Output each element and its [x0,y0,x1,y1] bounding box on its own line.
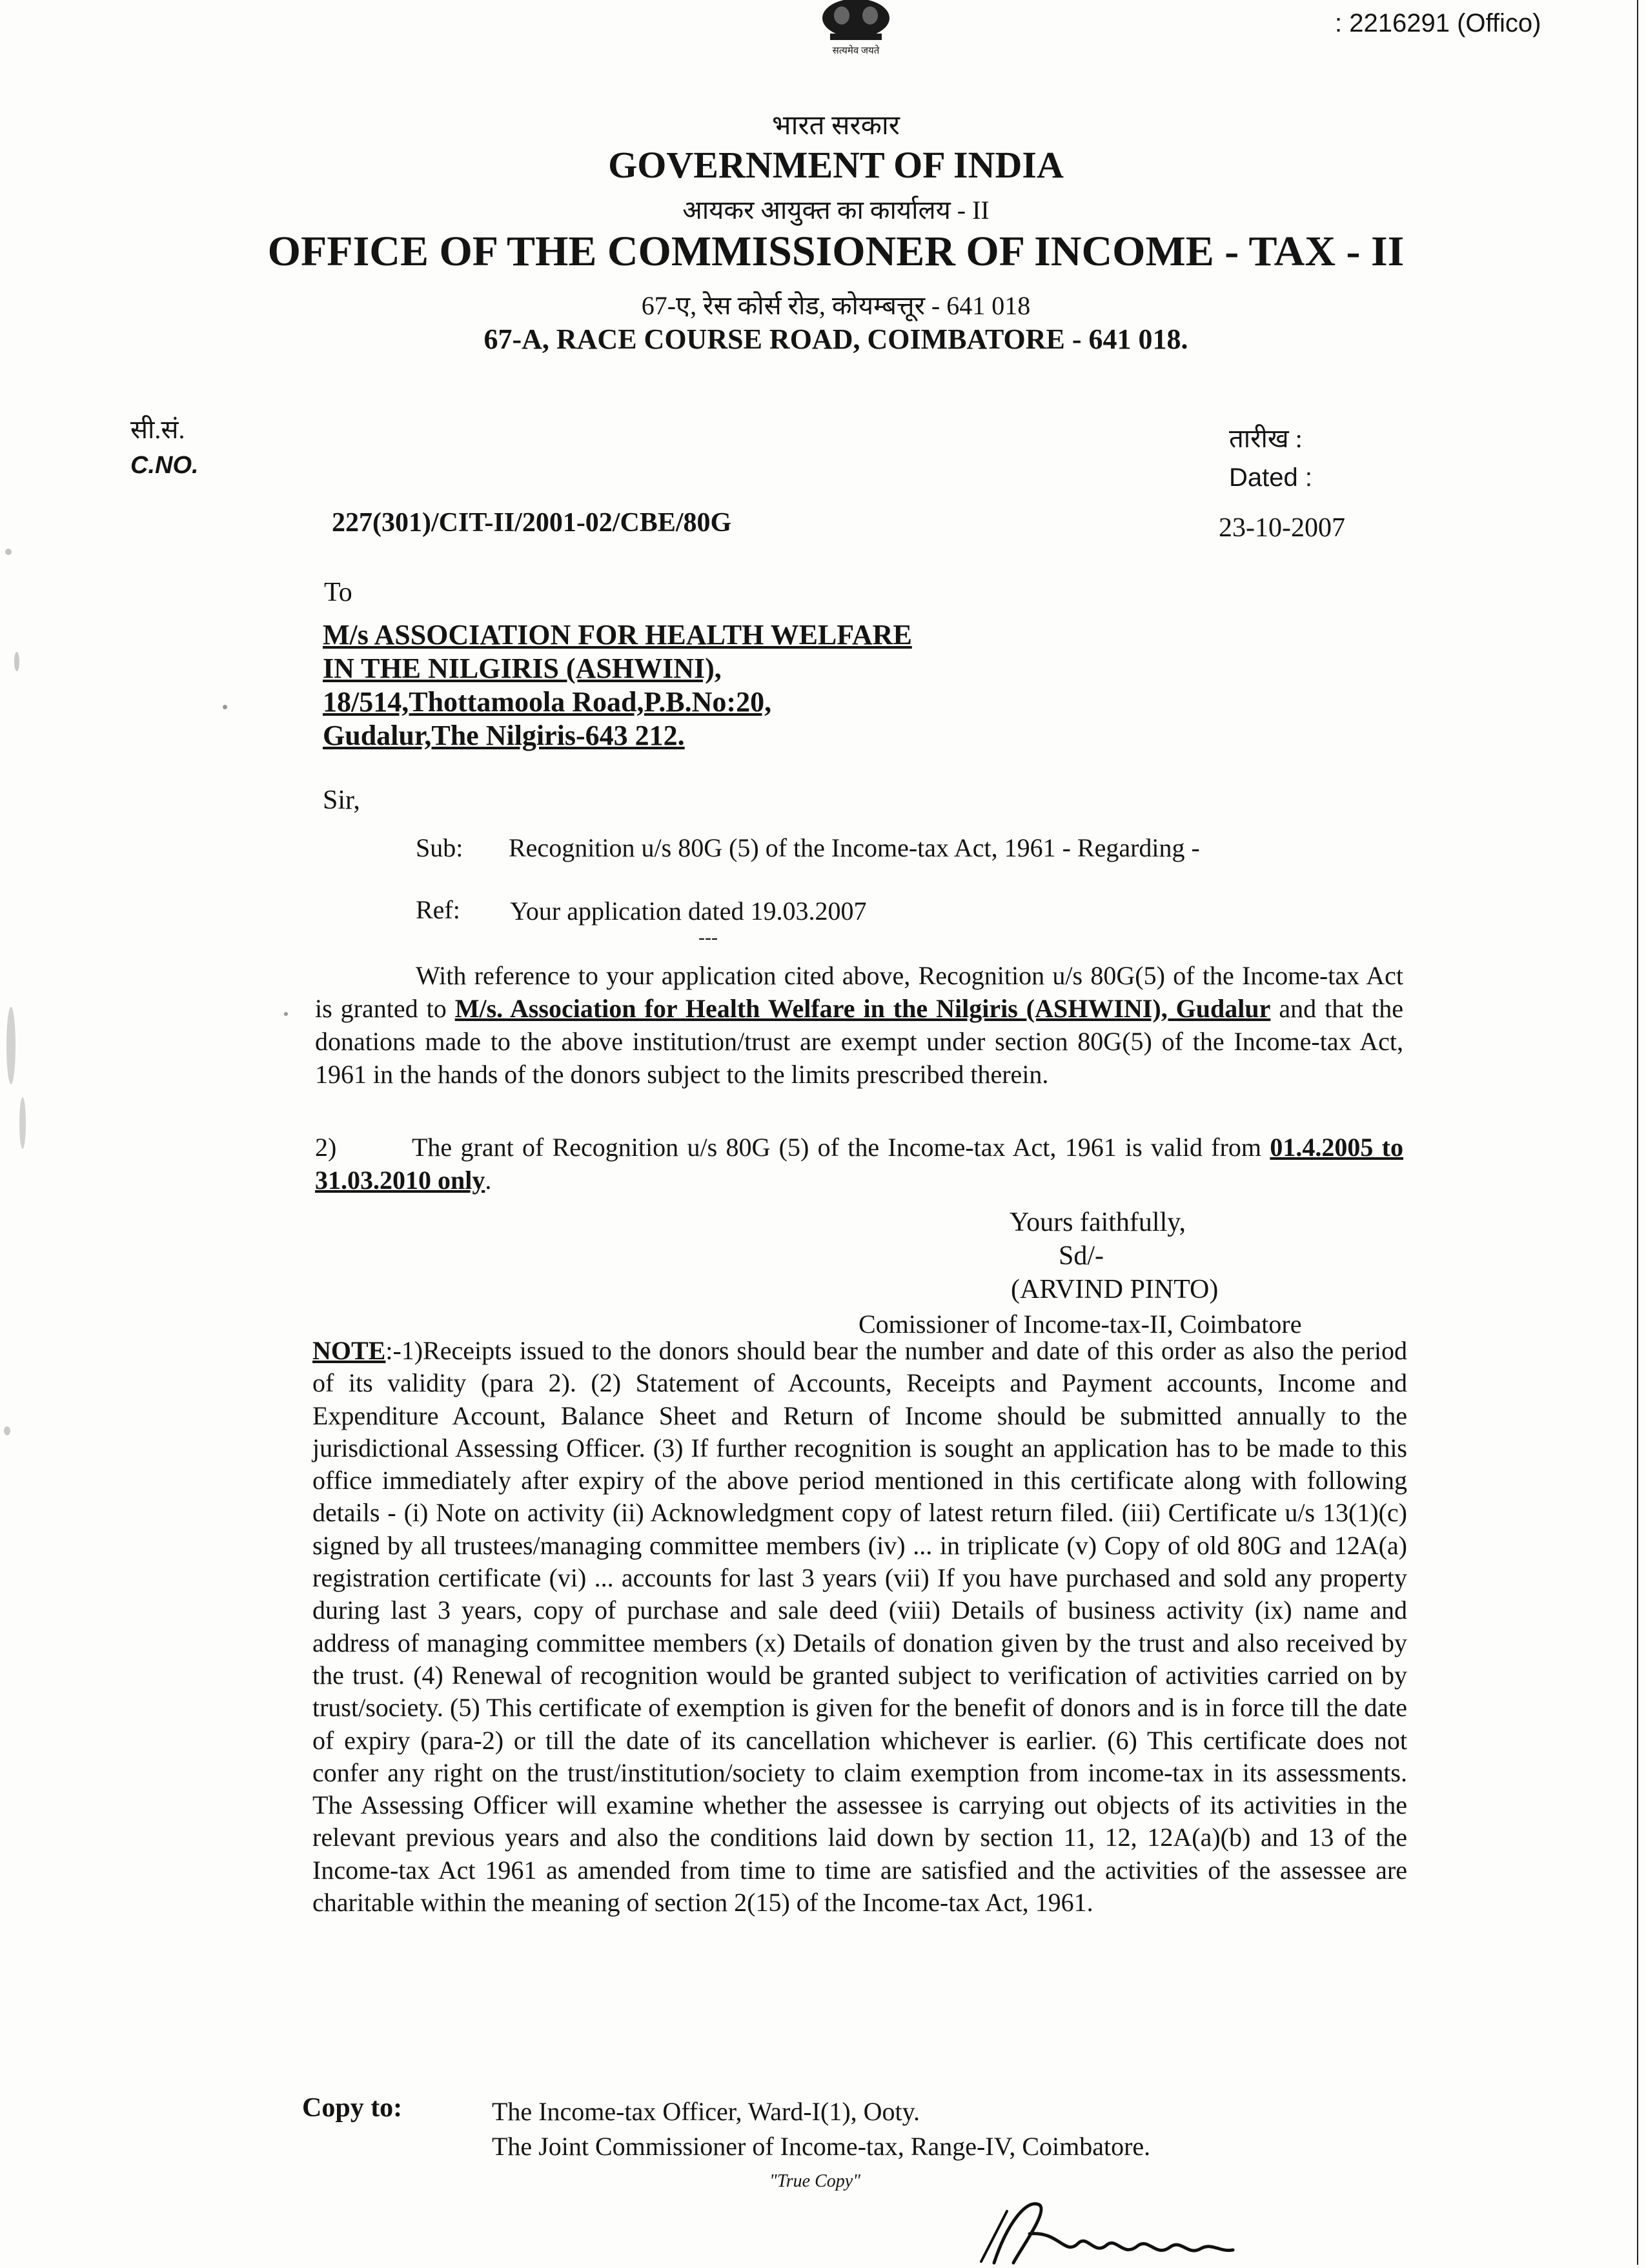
cno-hindi: सी.सं. [130,415,185,444]
note-label: NOTE [312,1336,386,1365]
copy-to-item-1: The Income-tax Officer, Ward-I(1), Ooty. [492,2097,920,2126]
date-label: Dated : [1229,463,1312,492]
note-block [312,1335,1407,1919]
addressee-line-3: 18/514,Thottamoola Road,P.B.No:20, [323,686,772,718]
paragraph-1 [315,959,1403,1091]
address-english: 67-A, RACE COURSE ROAD, COIMBATORE - 641 018. [483,323,1188,355]
handwritten-signature [968,2185,1246,2265]
letter-date: 23-10-2007 [1219,513,1345,543]
addressee-line-2: IN THE NILGIRIS (ASHWINI), [323,653,722,684]
closing: Yours faithfully, [1010,1208,1186,1237]
emblem-motto: सत्यमेव जयते [832,46,880,56]
to-label: To [324,578,352,607]
ref-label: Ref: [416,895,460,924]
office-hindi: आयकर आयुक्त का कार्यालय - II [682,196,990,225]
address-hindi: 67-ए, रेस कोर्स रोड, कोयम्बत्तूर - 641 018 [641,291,1031,320]
paragraph-2-end: . [485,1166,492,1195]
paragraph-2 [315,1131,1403,1197]
gov-english: GOVERNMENT OF INDIA [608,144,1064,186]
phone-number: : 2216291 (Offico) [1335,9,1541,37]
organisation-name: M/s. Association for Health Welfare in the Nilgiris (ASHWINI), Gudalur [454,994,1271,1023]
subject-label: Sub: [416,833,463,862]
ref-divider: --- [698,927,718,948]
reference-number: 227(301)/CIT-II/2001-02/CBE/80G [332,508,732,538]
paragraph-2-text: The grant of Recognition u/s 80G (5) of the Income-tax Act, 1961 is valid from [412,1133,1270,1162]
ref-text: Your application dated 19.03.2007 [510,896,867,926]
office-english: OFFICE OF THE COMMISSIONER OF INCOME - TAX - II [267,228,1405,275]
copy-to-item-2: The Joint Commissioner of Income-tax, Range-IV, Coimbatore. [492,2132,1151,2161]
sd-mark: Sd/- [1059,1241,1104,1271]
subject-text: Recognition u/s 80G (5) of the Income-tax Act, 1961 - Regarding - [509,833,1200,862]
date-hindi: तारीख : [1229,424,1303,453]
paragraph-1-rest: and that the donations made to the above institution/trust are exempt under section 80G(5) of the Income-tax Act, 1961 in the hands of the donors subject to the limits prescribed therein. [315,994,1403,1089]
note-text: :-1)Receipts issued to the donors should bear the number and date of this order as also the period of its validity (para 2). (2) Statement of Accounts, Receipts and Payment accounts, Income and Expenditure Account, Balance Sheet and Return of Income should be submitted annually to the jurisdictional Assessing Officer. (3) If further recognition is sought an application has to be made to this office immediately after expiry of the above period mentioned in this certificate along with following details - (i) Note on activity (ii) Acknowledgment copy of latest return filed. (iii) Certificate u/s 13(1)(c) signed by all trustees/managing committee members (iv) ... in triplicate (v) Copy of old 80G and 12A(a) registration certificate (vi) ... accounts for last 3 years (vii) If you have purchased and sold any property during last 3 years, copy of purchase and sale deed (viii) Details of business activity (ix) name and address of managing committee members (x) Details of donation given by the trust and also received by the trust. (4) Renewal of recognition would be granted subject to verification of activities carried on by trust/society. (5) This certificate of exemption is given for the benefit of donors and is in force till the date of expiry (para-2) or till the date of its cancellation whichever is earlier. (6) This certificate does not confer any right on the trust/institution/society to claim exemption from income-tax in its assessments. The Assessing Officer will examine whether the assessee is carrying out objects of its activities in the relevant previous years and also the conditions laid down by section 11, 12, 12A(a)(b) and 13 of the Income-tax Act 1961 as amended from time to time are satisfied and the activities of the assessee are charitable within the meaning of section 2(15) of the Income-tax Act, 1961. [312,1336,1407,1918]
cno-label: C.NO. [130,452,199,479]
true-copy: "True Copy" [769,2171,860,2191]
copy-to-label: Copy to: [302,2093,403,2123]
validity-period: 01.4.2005 to 31.03.2010 only [315,1133,1403,1195]
paragraph-1-lead: With reference to your application cited above, Recognition u/s 80G(5) of the Income-tax Act is granted to [315,961,1403,1023]
signatory-designation: Comissioner of Income-tax-II, Coimbatore [859,1310,1302,1339]
signatory-name: (ARVIND PINTO) [1011,1275,1219,1304]
paragraph-2-number: 2) [315,1133,337,1162]
addressee-line-4: Gudalur,The Nilgiris-643 212. [323,720,685,751]
addressee-line-1: M/s ASSOCIATION FOR HEALTH WELFARE [323,619,912,651]
state-emblem [815,0,897,56]
salutation: Sir, [323,785,360,815]
gov-hindi: भारत सरकार [772,111,900,141]
